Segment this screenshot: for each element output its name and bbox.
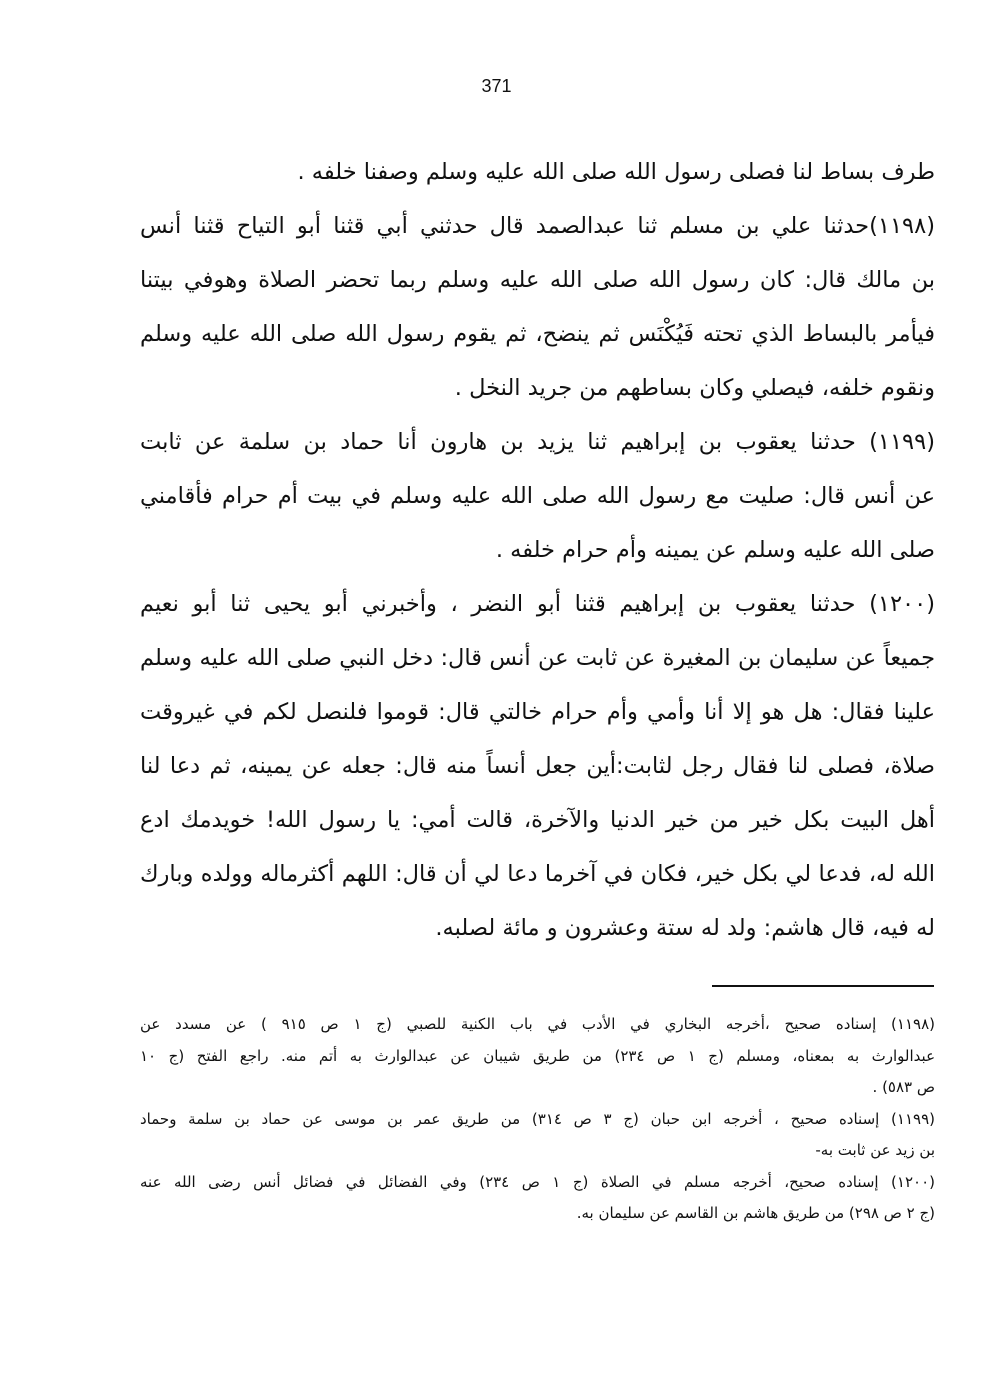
body-line: جميعاً عن سليمان بن المغيرة عن ثابت عن أنس قال: دخل النبي صلى الله عليه وسلم <box>140 645 935 671</box>
footnote-line: (١٢٠٠) إسناده صحيح، أخرجه مسلم في الصلاة (ج ١ ص ٢٣٤) وفي الفضائل في فضائل أنس رضى الله عنه <box>140 1172 935 1191</box>
body-line: (١٢٠٠) حدثنا يعقوب بن إبراهيم قثنا أبو النضر ، وأخبرني أبو يحيى ثنا أبو نعيم <box>140 591 935 617</box>
footnote-line: (١١٩٩) إسناده صحيح ، أخرجه ابن حبان (ج ٣ ص ٣١٤) من طريق عمر بن موسى عن حماد بن سلمة وحماد <box>140 1109 935 1128</box>
body-line: الله له، فدعا لي بكل خير، فكان في آخرما دعا لي أن قال: اللهم أكثرماله وولده وبارك <box>140 861 935 887</box>
body-line: (١١٩٩) حدثنا يعقوب بن إبراهيم ثنا يزيد بن هارون أنا حماد بن سلمة عن ثابت <box>140 429 935 455</box>
footnote-separator <box>712 985 934 987</box>
body-line: صلى الله عليه وسلم عن يمينه وأم حرام خلفه . <box>495 537 935 563</box>
body-line: أهل البيت بكل خير من خير الدنيا والآخرة، قالت أمي: يا رسول الله! خويدمك ادع <box>140 807 935 833</box>
footnotes <box>140 1010 935 1231</box>
footnote-line: (ج ٢ ص ٢٩٨) من طريق هاشم بن القاسم عن سليمان به. <box>576 1204 935 1222</box>
body-line: طرف بساط لنا فصلى رسول الله صلى الله عليه وسلم وصفنا خلفه . <box>297 159 935 185</box>
body-line: فيأمر بالبساط الذي تحته فَيُكْنَس ثم ينضح، ثم يقوم رسول الله صلى الله عليه وسلم <box>140 321 935 347</box>
body-line: علينا فقال: هل هو إلا أنا وأمي وأم حرام خالتي قال: قوموا فلنصل لكم في غيروقت <box>140 699 935 725</box>
body-line: ونقوم خلفه، فيصلي وكان بساطهم من جريد النخل . <box>454 375 935 401</box>
footnote-line: بن زيد عن ثابت به- <box>815 1141 935 1159</box>
body-line: بن مالك قال: كان رسول الله صلى الله عليه وسلم ربما تحضر الصلاة وهوفي بيتنا <box>140 267 935 293</box>
body-line: له فيه، قال هاشم: ولد له ستة وعشرون و مائة لصلبه. <box>435 915 935 941</box>
footnote-line: ص ٥٨٣) . <box>872 1078 935 1096</box>
body-line: (١١٩٨)حدثنا علي بن مسلم ثنا عبدالصمد قال حدثني أبي قثنا أبو التياح قثنا أنس <box>140 213 935 239</box>
body-line: عن أنس قال: صليت مع رسول الله صلى الله عليه وسلم في بيت أم حرام فأقامني <box>140 483 935 509</box>
page-number: 371 <box>481 76 512 96</box>
main-text <box>140 152 935 962</box>
body-line: صلاة، فصلى لنا فقال رجل لثابت:أين جعل أنساً منه قال: جعله عن يمينه، ثم دعا لنا <box>140 753 935 779</box>
footnote-line: (١١٩٨) إسناده صحيح ،أخرجه البخاري في الأدب في باب الكنية للصبي (ج ١ ص ٩١٥ ) عن مسدد عن <box>140 1015 935 1033</box>
footnote-line: عبدالوارث به بمعناه، ومسلم (ج ١ ص ٢٣٤) من طريق شيبان عن عبدالوارث به أتم منه. راجع الفتح (ج ١٠ <box>140 1046 935 1065</box>
